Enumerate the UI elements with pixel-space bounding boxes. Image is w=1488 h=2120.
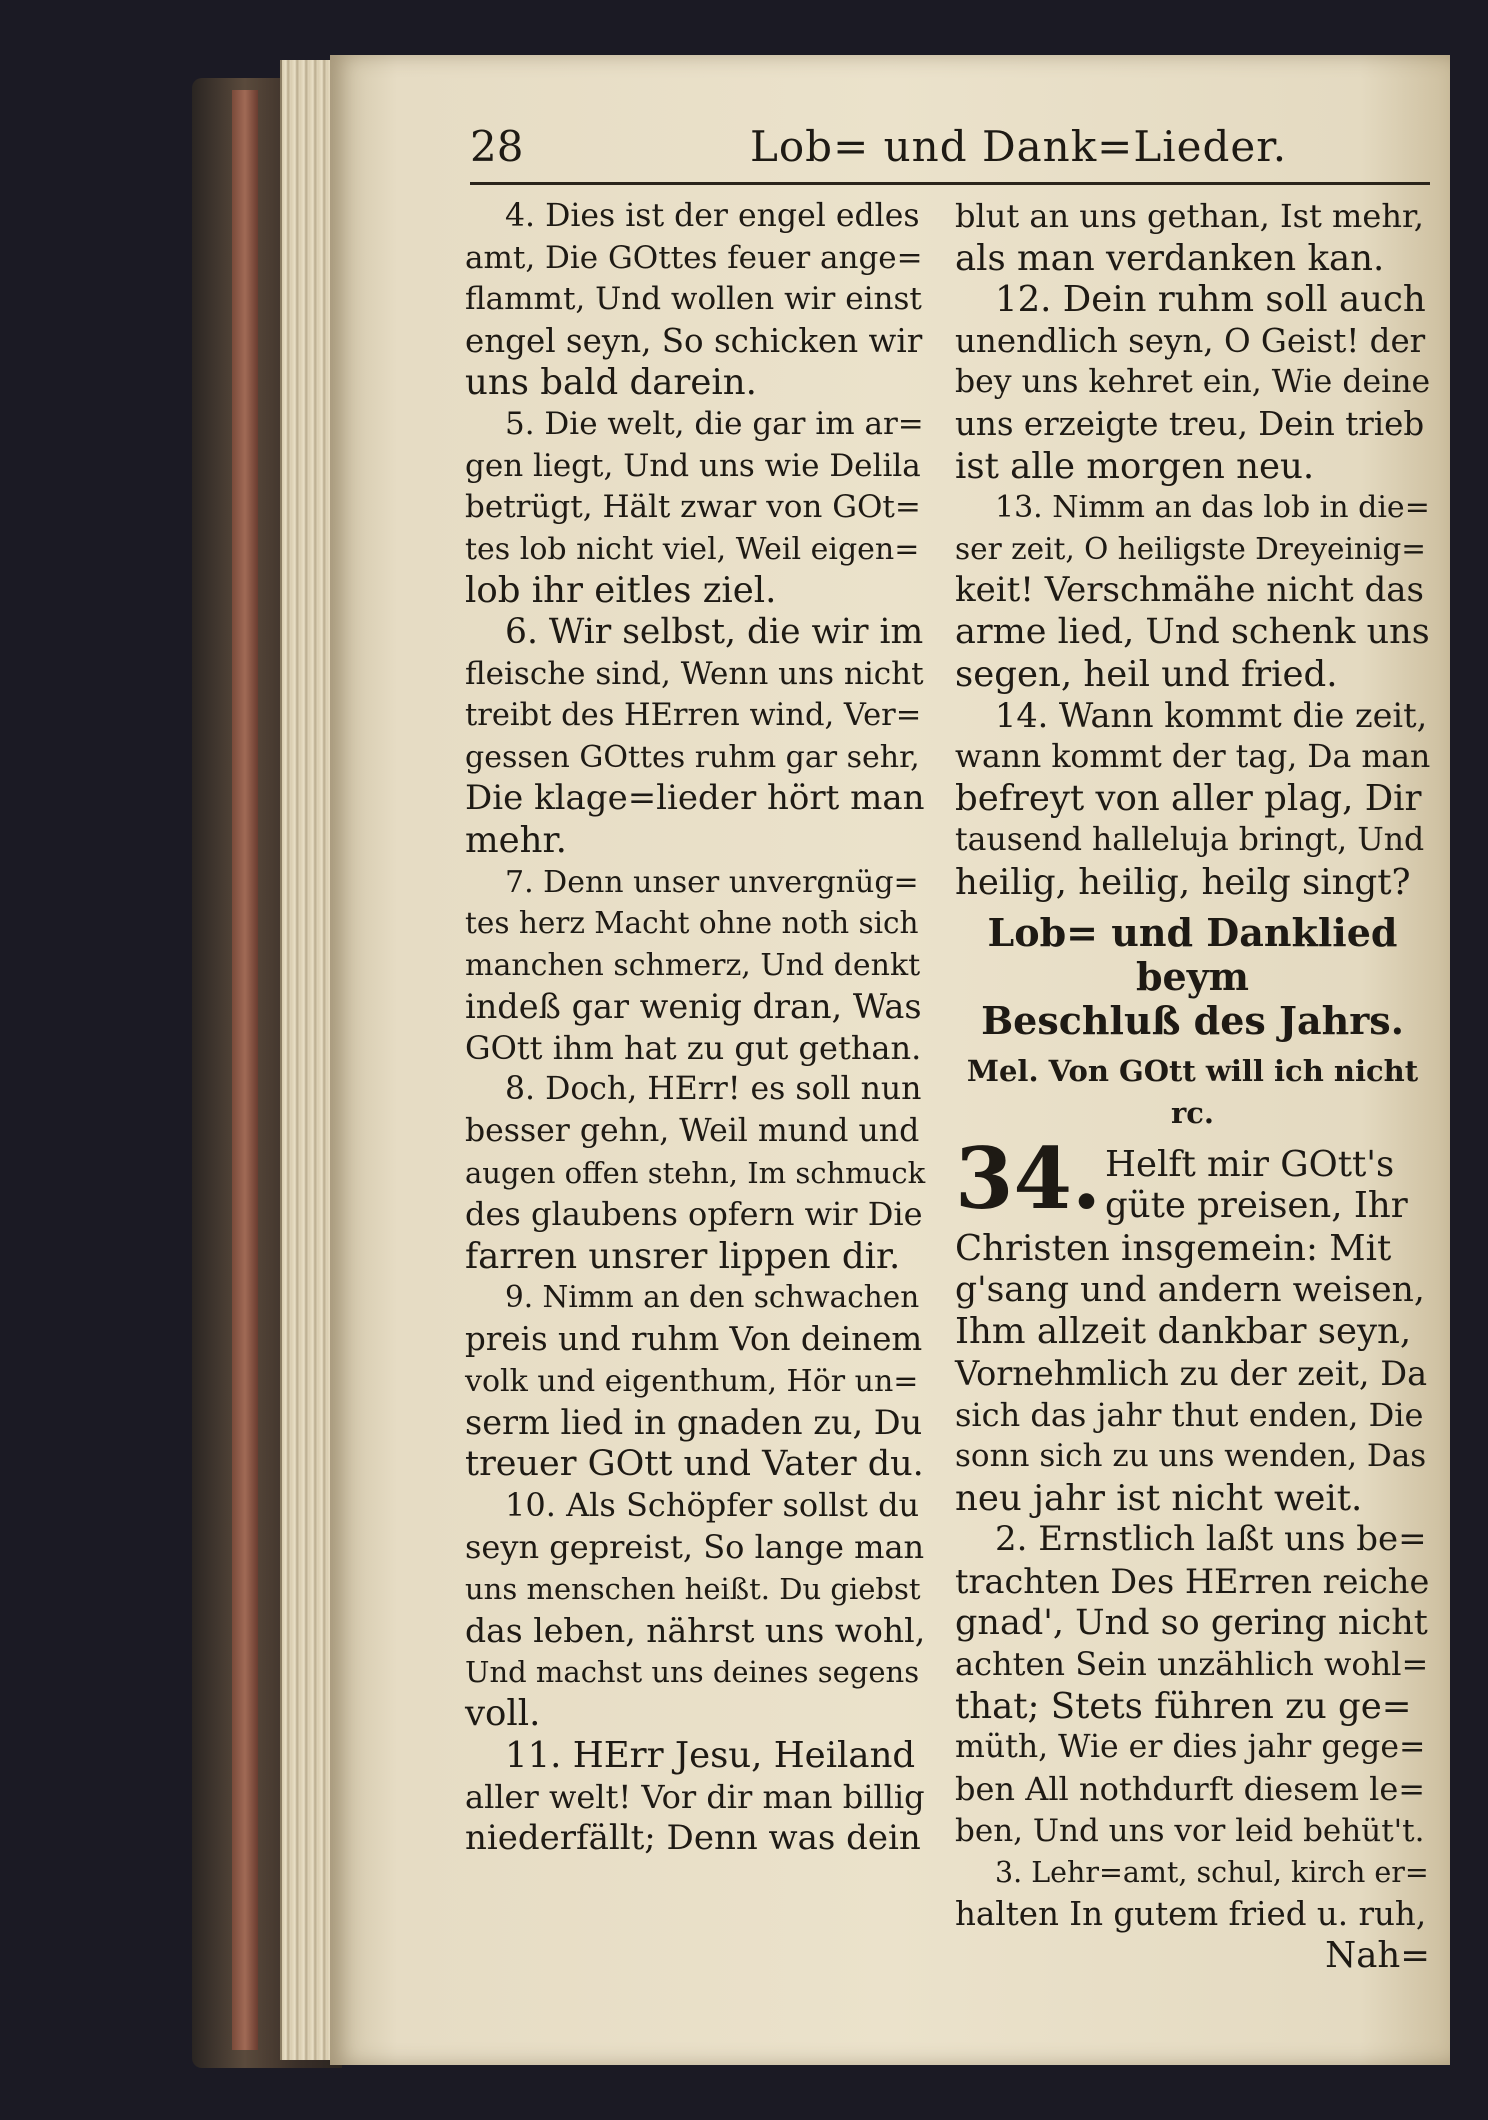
text-line: 4. Dies ist der engel edles (505, 198, 920, 234)
text-line: uns bald darein. (465, 362, 757, 404)
text-line: preis und ruhm Von deinem (465, 1320, 923, 1359)
text-line: uns erzeigte treu, Dein trieb (955, 404, 1425, 443)
hymn-title-line: Beschluß des Jahrs. (981, 998, 1404, 1044)
text-line: 12. Dein ruhm soll auch (995, 279, 1426, 321)
hymn-opening (955, 1129, 1430, 1229)
text-line: 6. Wir selbst, die wir im (505, 611, 924, 652)
text-line: 13. Nimm an das lob in die= (995, 490, 1430, 526)
text-line: mehr. (465, 819, 567, 861)
text-line: blut an uns gethan, Ist mehr, (955, 197, 1424, 235)
text-line: Christen insgemein: Mit (955, 1228, 1392, 1270)
text-line: Ihm allzeit dankbar seyn, (955, 1311, 1412, 1353)
text-line: farren unsrer lippen dir. (465, 1235, 901, 1277)
text-line: niederfällt; Denn was dein (465, 1818, 921, 1859)
text-line: 9. Nimm an den schwachen (505, 1280, 920, 1315)
text-line: ist alle morgen neu. (955, 445, 1315, 487)
cover-spine-strip (232, 90, 258, 2050)
header-rule (470, 182, 1430, 185)
right-column (955, 196, 1430, 1977)
catchword: Nah= (1325, 1935, 1430, 1977)
text-line: manchen schmerz, Und denkt (465, 947, 921, 983)
text-line: aller welt! Vor dir man billig (465, 1777, 925, 1816)
text-line: serm lied in gnaden zu, Du (465, 1403, 923, 1443)
right-column-verses (955, 196, 1430, 903)
text-line: gessen GOttes ruhm gar sehr, (465, 739, 920, 775)
text-line: gnad', Und so gering nicht (955, 1602, 1428, 1643)
text-line: tes lob nicht viel, Weil eigen= (465, 531, 920, 567)
text-line: engel seyn, So schicken wir (465, 321, 923, 360)
text-line: flammt, Und wollen wir einst (465, 281, 922, 318)
text-line: wann kommt der tag, Da man (955, 738, 1431, 775)
text-line: gen liegt, Und uns wie Delila (465, 447, 921, 484)
text-line: 11. HErr Jesu, Heiland (505, 1734, 916, 1776)
text-line: treibt des HErren wind, Ver= (465, 698, 922, 734)
text-line: uns menschen heißt. Du giebst (465, 1571, 921, 1606)
text-line: GOtt ihm hat zu gut gethan. (465, 1028, 922, 1067)
page-header (470, 122, 1450, 182)
text-line: als man verdanken kan. (955, 237, 1385, 279)
text-line: indeß gar wenig dran, Was (465, 987, 922, 1027)
text-line: bey uns kehret ein, Wie deine (955, 364, 1431, 401)
hymn-title-line: Lob= und Danklied beym (987, 910, 1398, 1000)
text-line: 8. Doch, HErr! es soll nun (505, 1071, 922, 1108)
text-line: sich das jahr thut enden, Die (955, 1395, 1424, 1434)
text-line: 7. Denn unser unvergnüg= (505, 864, 919, 900)
text-line: neu jahr ist nicht weit. (955, 1477, 1363, 1519)
text-line: Die klage=lieder hört man (465, 778, 925, 819)
text-line: 5. Die welt, die gar im ar= (505, 405, 924, 442)
text-line: volk und eigenthum, Hör un= (465, 1363, 919, 1399)
text-line: trachten Des HErren reiche (955, 1562, 1430, 1602)
hymn-second-line: güte preisen, Ihr (1105, 1185, 1408, 1227)
text-line: müth, Wie er dies jahr gege= (955, 1729, 1426, 1766)
text-line: Vornehmlich zu der zeit, Da (955, 1354, 1428, 1394)
running-title: Lob= und Dank=Lieder. (750, 122, 1288, 171)
hymn-title (955, 911, 1430, 1043)
hymn-first-line: Helft mir GOtt's (1105, 1144, 1395, 1186)
text-line: 3. Lehr=amt, schul, kirch er= (995, 1856, 1429, 1890)
text-line: betrügt, Hält zwar von GOt= (465, 489, 921, 526)
text-line: lob ihr eitles ziel. (465, 570, 777, 612)
text-line: that; Stets führen zu ge= (955, 1685, 1412, 1727)
text-line: Und machst uns deines segens (465, 1654, 920, 1689)
text-line: fleische sind, Wenn uns nicht (465, 655, 924, 692)
text-line: das leben, nährst uns wohl, (465, 1611, 926, 1651)
text-line: heilig, heilig, heilg singt? (955, 861, 1411, 903)
text-line: tes herz Macht ohne noth sich (465, 906, 919, 941)
text-line: ben, Und uns vor leid behüt't. (955, 1812, 1425, 1849)
melody-line: Mel. Von GOtt will ich nicht rc. (966, 1054, 1419, 1130)
text-line: arme lied, Und schenk uns (955, 611, 1430, 652)
text-line: ser zeit, O heiligste Dreyeinig= (955, 531, 1426, 566)
text-line: sonn sich zu uns wenden, Das (955, 1438, 1427, 1475)
text-line: treuer GOtt und Vater du. (465, 1443, 924, 1484)
text-line: 2. Ernstlich laßt uns be= (995, 1519, 1427, 1560)
text-line: ben All nothdurft diesem le= (955, 1770, 1426, 1808)
right-column-hymn-text (955, 1228, 1430, 1935)
hymn-number: 34. (955, 1129, 1102, 1229)
text-line: befreyt von aller plag, Dir (955, 778, 1422, 820)
text-line: 14. Wann kommt die zeit, (995, 696, 1428, 736)
text-line: segen, heil und fried. (955, 653, 1338, 695)
text-line: g'sang und andern weisen, (955, 1269, 1425, 1310)
text-line: amt, Die GOttes feuer ange= (465, 239, 923, 276)
text-line: des glaubens opfern wir Die (465, 1195, 923, 1234)
text-line: keit! Verschmähe nicht das (955, 570, 1424, 611)
text-line: achten Sein unzählich wohl= (955, 1645, 1429, 1684)
text-line: tausend halleluja bringt, Und (955, 821, 1425, 858)
text-line: voll. (465, 1693, 541, 1735)
text-line: unendlich seyn, O Geist! der (955, 321, 1426, 360)
text-line: besser gehn, Weil mund und (465, 1113, 920, 1150)
text-line: halten In gutem fried u. ruh, (955, 1894, 1427, 1933)
text-line: seyn gepreist, So lange man (465, 1528, 925, 1566)
left-column (465, 196, 925, 1860)
text-line: 10. Als Schöpfer sollst du (505, 1486, 920, 1525)
page-number: 28 (470, 122, 524, 171)
text-line: augen offen stehn, Im schmuck (465, 1155, 926, 1190)
